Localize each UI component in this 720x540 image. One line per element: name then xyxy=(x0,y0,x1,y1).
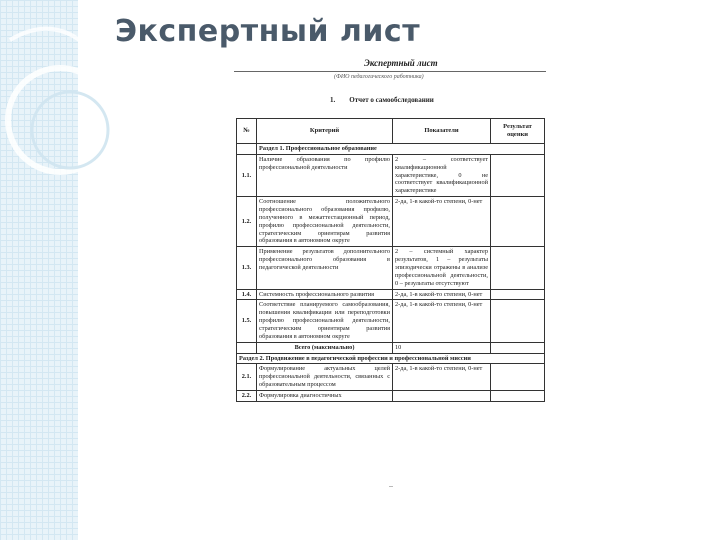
row-result xyxy=(491,154,545,196)
document-title: Экспертный лист xyxy=(364,58,438,68)
decorative-swirl xyxy=(0,0,120,300)
total-value: 10 xyxy=(393,342,491,353)
row-criterion: Применение результатов дополнительного профессионального образования в педагогической деятельности xyxy=(257,247,393,289)
row-indicator: 2 – системный характер результатов, 1 – результаты эпизодически отражены в анализе профессиональной деятельности, 0 – результаты отсутствуют xyxy=(393,247,491,289)
row-indicator: 2-да, 1-в какой-то степени, 0-нет xyxy=(393,364,491,391)
row-indicator: 2-да, 1-в какой-то степени, 0-нет xyxy=(393,300,491,342)
slide-title: Экспертный лист xyxy=(115,14,421,49)
section-title: Отчет о самообследовании xyxy=(349,96,434,104)
table-row xyxy=(237,247,545,289)
header-num: № xyxy=(237,119,257,144)
row-num: 1.5. xyxy=(237,300,257,342)
row-criterion: Формулирование актуальных целей профессиональной деятельности, связанных с образовательным процессом xyxy=(257,364,393,391)
row-indicator: 2-да, 1-в какой-то степени, 0-нет xyxy=(393,289,491,300)
row-result xyxy=(491,364,545,391)
name-underline xyxy=(234,71,546,72)
row-num: 2.2. xyxy=(237,391,257,402)
header-indicator: Показатели xyxy=(393,119,491,144)
row-criterion: Системность профессионального развития xyxy=(257,289,393,300)
table-row xyxy=(237,391,545,402)
row-result xyxy=(491,300,545,342)
table-row xyxy=(237,289,545,300)
row-criterion: Соответствие планируемого самообразования, повышения квалификации или переподготовки профилю профессиональной деятельности, стратегическим ориентирам развития образования в автономном округе xyxy=(257,300,393,342)
header-result: Результат оценки xyxy=(491,119,545,144)
header-criterion: Критерий xyxy=(257,119,393,144)
row-num: 1.2. xyxy=(237,197,257,247)
total-label: Всего (максимально) xyxy=(257,342,393,353)
criteria-table xyxy=(236,118,545,402)
table-row xyxy=(237,364,545,391)
section1-row xyxy=(237,144,545,155)
document-subtitle: (ФИО педагогического работника) xyxy=(334,74,424,80)
row-criterion: Формулировка диагностичных xyxy=(257,391,393,402)
document-scan xyxy=(234,56,546,490)
row-result xyxy=(491,391,545,402)
row-criterion: Соотношение положительного профессионального образования профилю, полученного в межаттестационный период, профилю профессиональной деятельности, стратегическим ориентирам развития образования в автономном округе xyxy=(257,197,393,247)
row-num: 1.4. xyxy=(237,289,257,300)
row-indicator xyxy=(393,391,491,402)
row-criterion: Наличие образования по профилю профессиональной деятельности xyxy=(257,154,393,196)
table-row xyxy=(237,300,545,342)
table-header-row xyxy=(237,119,545,144)
section-heading xyxy=(330,96,448,104)
total-row xyxy=(237,342,545,353)
row-num: 1.3. xyxy=(237,247,257,289)
section2-row xyxy=(237,353,545,364)
table-row xyxy=(237,154,545,196)
row-indicator: 2-да, 1-в какой-то степени, 0-нет xyxy=(393,197,491,247)
table-row xyxy=(237,197,545,247)
section2-title: Раздел 2. Продвижение в педагогической профессии и профессиональной миссии xyxy=(237,353,545,364)
section1-title: Раздел 1. Профессиональное образование xyxy=(257,144,545,155)
row-num: 1.1. xyxy=(237,154,257,196)
row-result xyxy=(491,247,545,289)
section-number: 1. xyxy=(330,96,336,104)
page-mark: -- xyxy=(389,484,393,490)
row-indicator: 2 – соответствует квалификационной характеристике, 0 не соответствует квалификационной характеристике xyxy=(393,154,491,196)
row-num: 2.1. xyxy=(237,364,257,391)
decorative-grid-strip xyxy=(0,0,78,540)
row-result xyxy=(491,197,545,247)
row-result xyxy=(491,289,545,300)
